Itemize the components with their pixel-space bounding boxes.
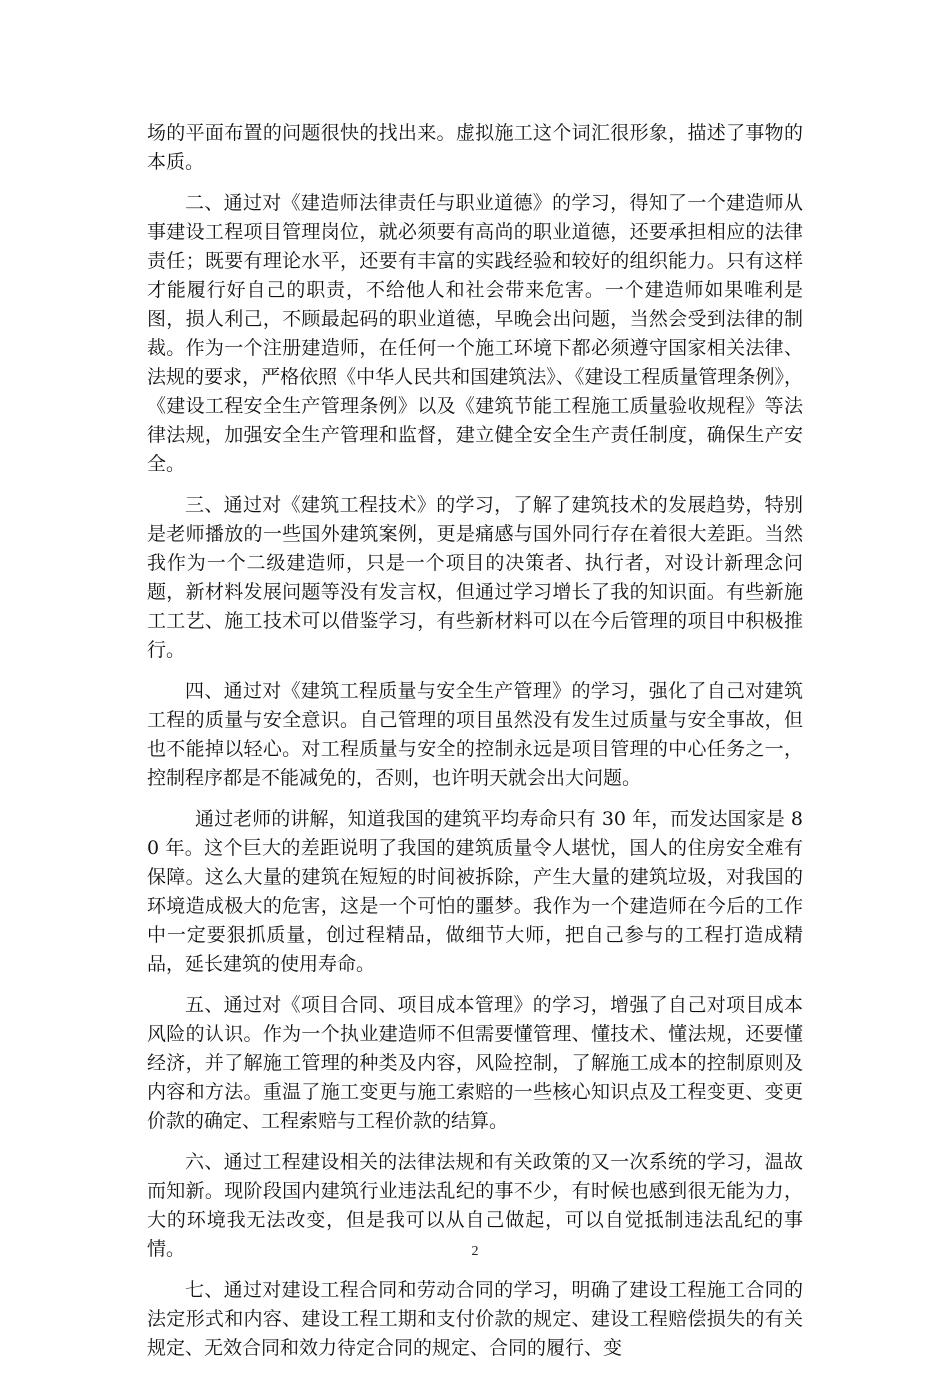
paragraph-section-6: 六、通过工程建设相关的法律法规和有关政策的又一次系统的学习，温故而知新。现阶段国内建筑行业违法乱纪的事不少，有时候也感到很无能为力，大的环境我无法改变，但是我可以从自己做起，可以自觉抵制违法乱纪的事情。 [147,1151,803,1260]
paragraph-section-3: 三、通过对《建筑工程技术》的学习，了解了建筑技术的发展趋势，特别是老师播放的一些国外建筑案例，更是痛感与国外同行存在着很大差距。当然我作为一个二级建造师，只是一个项目的决策者、执行者，对设计新理念问题，新材料发展问题等没有发言权，但通过学习增长了我的知识面。有些新施工工艺、施工技术可以借鉴学习，有些新材料可以在今后管理的项目中积极推行。 [147,494,803,661]
paragraph-section-7: 七、通过对建设工程合同和劳动合同的学习，明确了建设工程施工合同的法定形式和内容、建设工程工期和支付价款的规定、建设工程赔偿损失的有关规定、无效合同和效力待定合同的规定、合同的履行、变 [147,1279,803,1359]
paragraph-continued: 场的平面布置的问题很快的找出来。虚拟施工这个词汇很形象，描述了事物的本质。 [147,122,803,173]
paragraph-building-lifespan: 通过老师的讲解，知道我国的建筑平均寿命只有 30 年，而发达国家是 80 年。这个巨大的差距说明了我国的建筑质量令人堪忧，国人的住房安全难有保障。这么大量的建筑在短短的时间被拆除，产生大量的建筑垃圾，对我国的环境造成极大的危害，这是一个可怕的噩梦。我作为一个建造师在今后的工作中一定要狠抓质量，创过程精品，做细节大师，把自己参与的工程打造成精品，延长建筑的使用寿命。 [147,808,803,975]
paragraph-section-2: 二、通过对《建造师法律责任与职业道德》的学习，得知了一个建造师从事建设工程项目管理岗位，就必须要有高尚的职业道德，还要承担相应的法律责任；既要有理论水平，还要有丰富的实践经验和较好的组织能力。只有这样才能履行好自己的职责，不给他人和社会带来危害。一个建造师如果唯利是图，损人利己，不顾最起码的职业道德，早晚会出问题，当然会受到法律的制裁。作为一个注册建造师，在任何一个施工环境下都必须遵守国家相关法律、法规的要求，严格依照《中华人民共和国建筑法》、《建设工程质量管理条例》，《建设工程安全生产管理条例》以及《建筑节能工程施工质量验收规程》等法律法规，加强安全生产管理和监督，建立健全安全生产责任制度，确保生产安全。 [147,192,803,475]
paragraph-section-5: 五、通过对《项目合同、项目成本管理》的学习，增强了自己对项目成本风险的认识。作为一个执业建造师不但需要懂管理、懂技术、懂法规，还要懂经济，并了解施工管理的种类及内容，风险控制，了解施工成本的控制原则及内容和方法。重温了施工变更与施工索赔的一些核心知识点及工程变更、变更价款的确定、工程索赔与工程价款的结算。 [147,994,803,1132]
document-body [147,119,803,1375]
paragraph-section-4: 四、通过对《建筑工程质量与安全生产管理》的学习，强化了自己对建筑工程的质量与安全意识。自己管理的项目虽然没有发生过质量与安全事故，但也不能掉以轻心。对工程质量与安全的控制永远是项目管理的中心任务之一，控制程序都是不能减免的，否则，也许明天就会出大问题。 [147,680,803,789]
page-number: 2 [471,1244,479,1259]
